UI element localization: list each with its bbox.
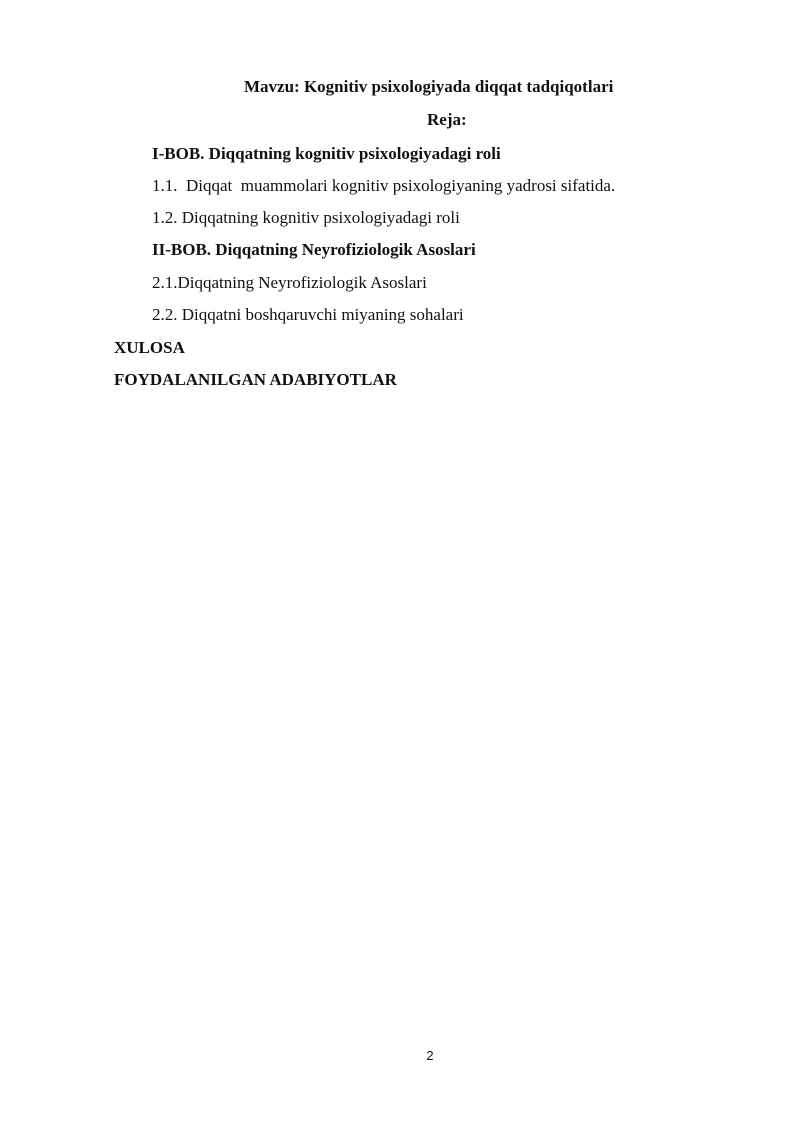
plan-heading: Reja: — [427, 110, 467, 129]
document-title: Mavzu: Kognitiv psixologiyada diqqat tadqiqotlari — [244, 77, 614, 96]
toc-chapter-2: II-BOB. Diqqatning Neyrofiziologik Asoslari — [152, 240, 476, 259]
toc-section-2-2: 2.2. Diqqatni boshqaruvchi miyaning sohalari — [152, 305, 464, 324]
toc-section-1-2: 1.2. Diqqatning kognitiv psixologiyadagi roli — [152, 208, 460, 227]
toc-section-2-1: 2.1.Diqqatning Neyrofiziologik Asoslari — [152, 273, 427, 292]
toc-references: FOYDALANILGAN ADABIYOTLAR — [114, 370, 397, 389]
page-number: 2 — [426, 1048, 434, 1063]
toc-section-1-1: 1.1. Diqqat muammolari kognitiv psixologiyaning yadrosi sifatida. — [152, 176, 616, 195]
toc-chapter-1: I-BOB. Diqqatning kognitiv psixologiyadagi roli — [152, 144, 501, 163]
toc-conclusion: XULOSA — [114, 338, 185, 357]
